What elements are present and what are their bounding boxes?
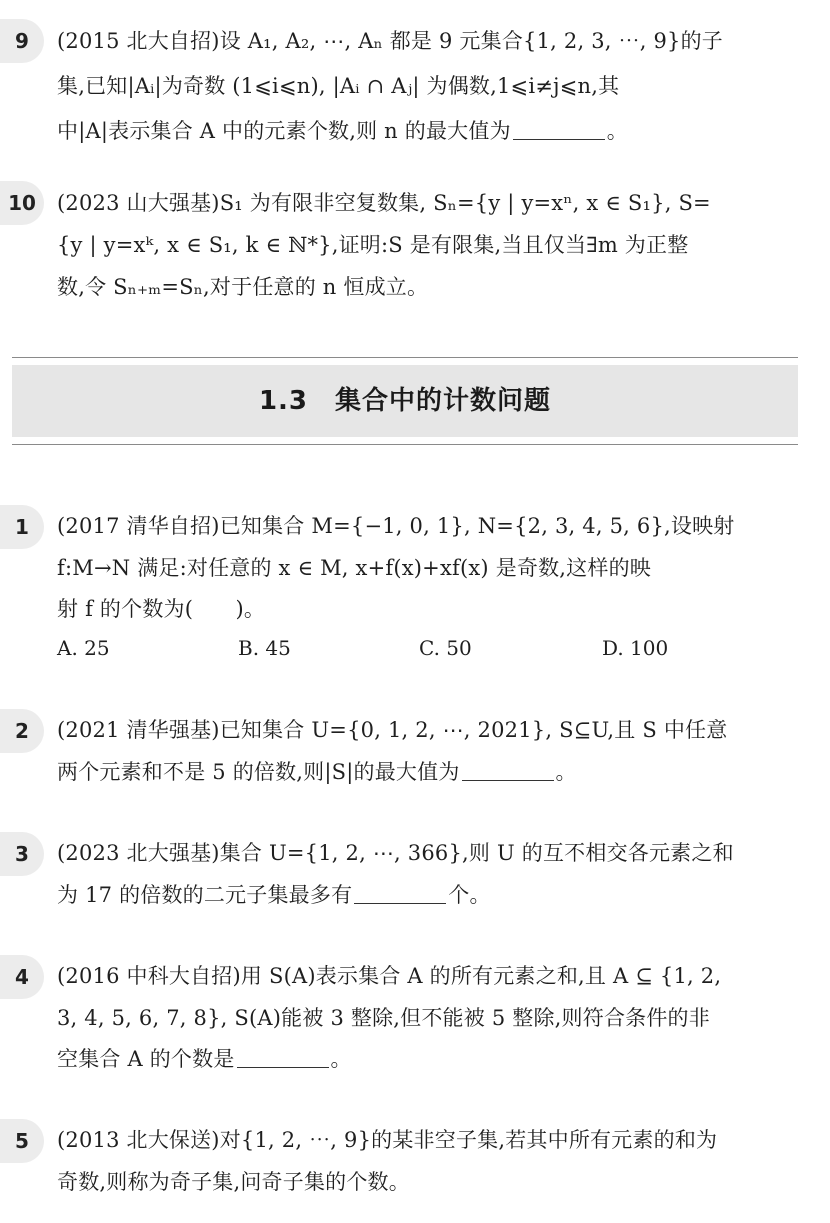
problem-text-line: 集,已知|Aᵢ|为奇数 (1⩽i⩽n), |Aᵢ ∩ Aⱼ| 为偶数,1⩽i≠j⩽n,其 bbox=[57, 74, 620, 98]
problem-number-tab bbox=[0, 955, 44, 999]
problem-number: 4 bbox=[15, 965, 29, 989]
problem-number-tab bbox=[0, 832, 44, 876]
option-b: B. 45 bbox=[238, 636, 291, 660]
problem-tail: 。 bbox=[330, 1047, 352, 1071]
problem-text: 为 17 的倍数的二元子集最多有 bbox=[57, 883, 353, 907]
answer-blank bbox=[513, 119, 605, 140]
problem-text-line bbox=[57, 1044, 352, 1074]
problem-text-line bbox=[57, 880, 491, 910]
problem-text-line: 奇数,则称为奇子集,问奇子集的个数。 bbox=[57, 1170, 410, 1194]
problem-text-line: 3, 4, 5, 6, 7, 8}, S(A)能被 3 整除,但不能被 5 整除,则符合条件的非 bbox=[57, 1006, 710, 1030]
problem-number: 2 bbox=[15, 719, 29, 743]
problem-text-line bbox=[57, 116, 628, 146]
problem-number: 5 bbox=[15, 1129, 29, 1153]
section-title: 1.3 集合中的计数问题 bbox=[258, 386, 552, 416]
problem-text-line: (2021 清华强基)已知集合 U={0, 1, 2, ⋯, 2021}, S⊆U,且 S 中任意 bbox=[57, 718, 728, 742]
problem-text-line: (2015 北大自招)设 A₁, A₂, ⋯, Aₙ 都是 9 元集合{1, 2, 3, ⋯, 9}的子 bbox=[57, 29, 724, 53]
problem-number-tab bbox=[0, 1119, 44, 1163]
problem-number: 9 bbox=[15, 29, 29, 53]
problem-number-tab bbox=[0, 709, 44, 753]
problem-text-line: 射 f 的个数为( )。 bbox=[57, 597, 266, 621]
problem-number-tab bbox=[0, 505, 44, 549]
answer-blank bbox=[237, 1047, 329, 1068]
problem-number: 1 bbox=[15, 515, 29, 539]
problem-text-line: (2016 中科大自招)用 S(A)表示集合 A 的所有元素之和,且 A ⊆ {1, 2, bbox=[57, 964, 722, 988]
problem-text: 空集合 A 的个数是 bbox=[57, 1047, 235, 1071]
section-header bbox=[12, 365, 798, 437]
problem-text-line: {y | y=xᵏ, x ∈ S₁, k ∈ ℕ*},证明:S 是有限集,当且仅当∃m 为正整 bbox=[57, 233, 689, 257]
section-top-rule bbox=[12, 357, 798, 358]
problem-text-line: (2017 清华自招)已知集合 M={−1, 0, 1}, N={2, 3, 4, 5, 6},设映射 bbox=[57, 514, 735, 538]
problem-text: 中|A|表示集合 A 中的元素个数,则 n 的最大值为 bbox=[57, 119, 511, 143]
problem-text-line: (2023 北大强基)集合 U={1, 2, ⋯, 366},则 U 的互不相交各元素之和 bbox=[57, 841, 734, 865]
option-d: D. 100 bbox=[602, 636, 669, 660]
problem-text-line bbox=[57, 757, 577, 787]
answer-blank bbox=[354, 883, 446, 904]
problem-text-line: f:M→N 满足:对任意的 x ∈ M, x+f(x)+xf(x) 是奇数,这样的映 bbox=[57, 556, 651, 580]
section-bottom-rule bbox=[12, 444, 798, 445]
problem-tail: 个。 bbox=[448, 883, 491, 907]
problem-text-line: (2013 北大保送)对{1, 2, ⋯, 9}的某非空子集,若其中所有元素的和为 bbox=[57, 1128, 718, 1152]
problem-text-line: (2023 山大强基)S₁ 为有限非空复数集, Sₙ={y | y=xⁿ, x ∈ S₁}, S= bbox=[57, 191, 711, 215]
problem-tail: 。 bbox=[555, 760, 577, 784]
problem-number: 10 bbox=[8, 191, 36, 215]
option-a: A. 25 bbox=[57, 636, 110, 660]
problem-text-line: 数,令 Sₙ₊ₘ=Sₙ,对于任意的 n 恒成立。 bbox=[57, 275, 429, 299]
option-c: C. 50 bbox=[419, 636, 472, 660]
problem-text: 两个元素和不是 5 的倍数,则|S|的最大值为 bbox=[57, 760, 460, 784]
problem-number-tab bbox=[0, 19, 44, 63]
problem-number-tab bbox=[0, 181, 44, 225]
problem-tail: 。 bbox=[606, 119, 628, 143]
answer-blank bbox=[462, 760, 554, 781]
problem-number: 3 bbox=[15, 842, 29, 866]
